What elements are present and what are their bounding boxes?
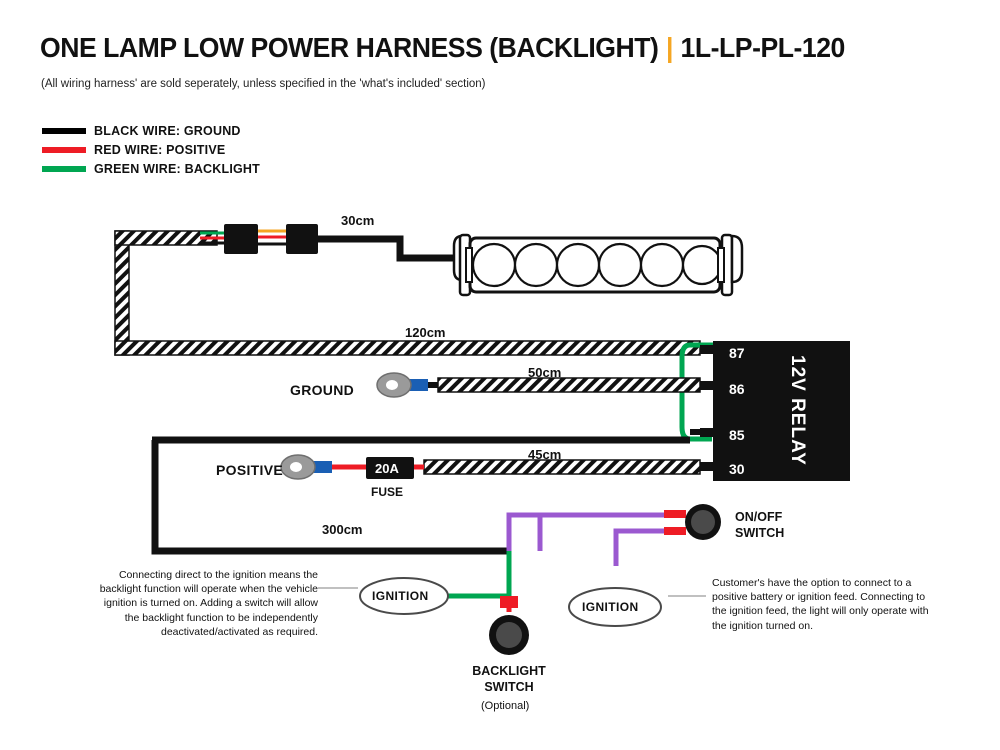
title-separator: |: [665, 32, 673, 63]
relay-label: 12V RELAY: [787, 355, 808, 466]
connector-plug-2: [286, 224, 318, 254]
note-left: Connecting direct to the ignition means the backlight function will operate when the vehicle ignition is turned on. Adding a switch will allow the backlight function to be independently deactivated/activated as required.: [99, 569, 318, 638]
onoff-switch-label-line2: SWITCH: [735, 525, 785, 540]
relay-terminal-85: [700, 428, 718, 437]
connector-plug-1: [224, 224, 258, 254]
backlight-switch-label: [469, 664, 549, 695]
relay-terminal-86: [700, 381, 718, 390]
legend-label-positive: RED WIRE: POSITIVE: [94, 142, 226, 157]
relay-pin-87: 87: [729, 345, 745, 361]
onoff-switch-label-line1: ON/OFF: [735, 510, 783, 524]
backlight-switch-wiring: [440, 551, 518, 612]
backlight-switch[interactable]: [489, 615, 529, 655]
backlight-switch-label-line1: BACKLIGHT: [472, 664, 546, 678]
measure-lamp-lead: 30cm: [341, 213, 375, 228]
part-number: 1L-LP-PL-120: [680, 32, 845, 63]
relay-pin-86: 86: [729, 381, 745, 397]
legend-label-backlight: GREEN WIRE: BACKLIGHT: [94, 161, 260, 176]
ignition-label-right: IGNITION: [582, 600, 639, 614]
relay-pin-85: 85: [729, 427, 745, 443]
relay-terminal-30: [700, 462, 718, 471]
page-subtitle: (All wiring harness' are sold seperately, unless specified in the 'what's included' section): [41, 78, 486, 90]
connector-link-wires: [258, 231, 290, 244]
onoff-switch-wiring: [509, 510, 686, 566]
label-positive: POSITIVE: [216, 462, 283, 478]
legend-label-ground: BLACK WIRE: GROUND: [94, 123, 241, 138]
relay-body: [713, 341, 850, 481]
positive-branch: [281, 455, 700, 479]
ignition-label-left: IGNITION: [372, 589, 429, 603]
relay-pin-30: 30: [729, 461, 745, 477]
note-right: Customer's have the option to connect to a positive battery or ignition feed. Connecting to the ignition feed, the light will only operate with the ignition turned on.: [712, 577, 929, 632]
measure-ground-run: 50cm: [528, 365, 562, 380]
backlight-switch-optional: (Optional): [481, 700, 530, 712]
title-text: ONE LAMP LOW POWER HARNESS (BACKLIGHT): [40, 32, 659, 63]
measure-main-run: 120cm: [405, 325, 446, 340]
onoff-switch-label: [735, 510, 784, 541]
label-fuse: FUSE: [371, 485, 404, 499]
onoff-switch[interactable]: [685, 504, 721, 540]
label-ground: GROUND: [290, 382, 355, 398]
measure-positive-run: 45cm: [528, 447, 562, 462]
backlight-switch-label-line2: SWITCH: [484, 679, 534, 694]
relay-terminal-87: [700, 345, 718, 354]
fuse-rating: 20A: [375, 461, 399, 476]
lamp-lead-cable: [318, 239, 466, 258]
measure-switch-run: 300cm: [322, 522, 363, 537]
light-bar: [454, 235, 742, 295]
